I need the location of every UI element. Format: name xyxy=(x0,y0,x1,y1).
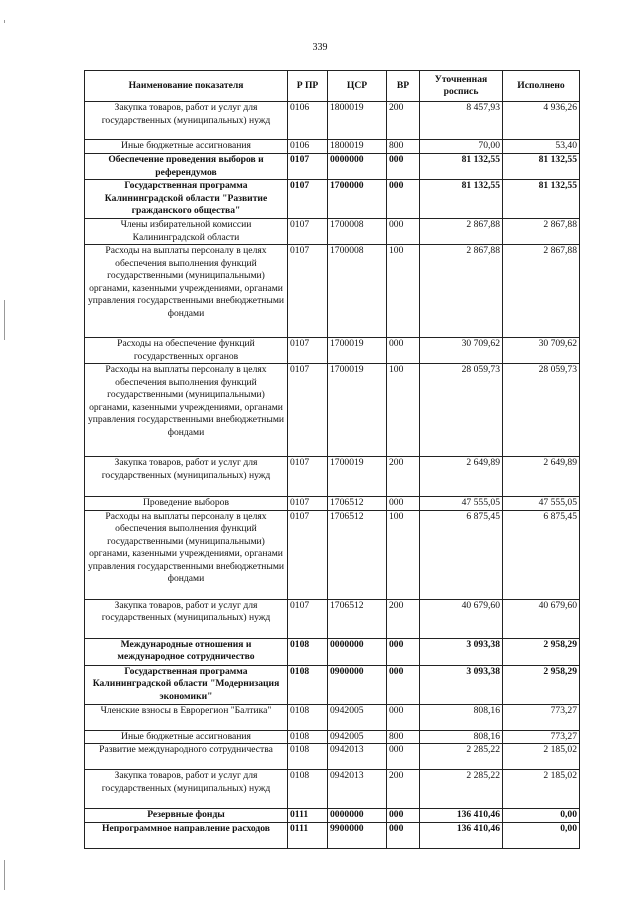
row-vr: 000 xyxy=(387,809,420,823)
table-row xyxy=(85,219,580,245)
row-executed: 2 958,29 xyxy=(503,638,580,665)
table-header-row xyxy=(85,71,580,102)
row-name: Членские взносы в Еврорегион "Балтика" xyxy=(85,704,288,730)
scan-margin-mark xyxy=(4,20,5,23)
row-name: Закупка товаров, работ и услуг для государственных (муниципальных) нужд xyxy=(85,770,288,809)
row-rpr: 0106 xyxy=(288,102,328,140)
header-rpr: Р ПР xyxy=(288,71,328,102)
row-rpr: 0111 xyxy=(288,822,328,848)
row-name: Резервные фонды xyxy=(85,809,288,823)
row-plan: 136 410,46 xyxy=(420,809,503,823)
row-vr: 100 xyxy=(387,364,420,457)
row-executed: 30 709,62 xyxy=(503,338,580,364)
row-name: Непрограммное направление расходов xyxy=(85,822,288,848)
scan-margin-mark xyxy=(4,300,5,340)
table-row xyxy=(85,822,580,848)
header-csr: ЦСР xyxy=(328,71,387,102)
row-name: Закупка товаров, работ и услуг для государственных (муниципальных) нужд xyxy=(85,599,288,638)
row-vr: 200 xyxy=(387,770,420,809)
row-rpr: 0107 xyxy=(288,338,328,364)
row-rpr: 0107 xyxy=(288,364,328,457)
row-csr: 0000000 xyxy=(328,154,387,180)
row-executed: 53,40 xyxy=(503,140,580,154)
row-name: Расходы на выплаты персоналу в целях обеспечения выполнения функций государственными (муниципальными) органами, казенными учреждениями, органами управления государственными внебюджетными фондами xyxy=(85,245,288,338)
row-csr: 0900000 xyxy=(328,665,387,704)
row-plan: 70,00 xyxy=(420,140,503,154)
row-vr: 200 xyxy=(387,599,420,638)
row-executed: 773,27 xyxy=(503,704,580,730)
row-csr: 1700019 xyxy=(328,364,387,457)
row-executed: 0,00 xyxy=(503,822,580,848)
row-plan: 30 709,62 xyxy=(420,338,503,364)
row-vr: 000 xyxy=(387,338,420,364)
row-name: Расходы на выплаты персоналу в целях обеспечения выполнения функций государственными (муниципальными) органами, казенными учреждениями, органами управления государственными внебюджетными фондами xyxy=(85,510,288,599)
row-plan: 6 875,45 xyxy=(420,510,503,599)
row-vr: 100 xyxy=(387,510,420,599)
row-executed: 2 867,88 xyxy=(503,219,580,245)
row-executed: 773,27 xyxy=(503,730,580,744)
row-rpr: 0108 xyxy=(288,770,328,809)
row-executed: 2 958,29 xyxy=(503,665,580,704)
row-name: Международные отношения и международное сотрудничество xyxy=(85,638,288,665)
row-plan: 2 649,89 xyxy=(420,457,503,497)
row-name: Расходы на выплаты персоналу в целях обеспечения выполнения функций государственными (муниципальными) органами, казенными учреждениями, органами управления государственными внебюджетными фондами xyxy=(85,364,288,457)
row-executed: 81 132,55 xyxy=(503,180,580,219)
row-name: Государственная программа Калининградской области "Развитие гражданского общества" xyxy=(85,180,288,219)
row-rpr: 0107 xyxy=(288,510,328,599)
row-executed: 4 936,26 xyxy=(503,102,580,140)
row-vr: 200 xyxy=(387,102,420,140)
row-vr: 000 xyxy=(387,704,420,730)
table-row xyxy=(85,457,580,497)
row-plan: 28 059,73 xyxy=(420,364,503,457)
header-executed: Исполнено xyxy=(503,71,580,102)
table-row xyxy=(85,102,580,140)
row-csr: 0000000 xyxy=(328,638,387,665)
table-row xyxy=(85,497,580,511)
row-csr: 1706512 xyxy=(328,599,387,638)
row-name: Иные бюджетные ассигнования xyxy=(85,730,288,744)
row-rpr: 0108 xyxy=(288,638,328,665)
row-name: Проведение выборов xyxy=(85,497,288,511)
row-rpr: 0107 xyxy=(288,497,328,511)
table-row xyxy=(85,744,580,770)
row-csr: 0942005 xyxy=(328,730,387,744)
header-indicator-name: Наименование показателя xyxy=(85,71,288,102)
page-number: 339 xyxy=(312,42,328,53)
row-executed: 81 132,55 xyxy=(503,154,580,180)
row-csr: 1700000 xyxy=(328,180,387,219)
row-name: Расходы на обеспечение функций государственных органов xyxy=(85,338,288,364)
row-rpr: 0108 xyxy=(288,730,328,744)
row-name: Государственная программа Калининградской области "Модернизация экономики" xyxy=(85,665,288,704)
scan-margin-mark xyxy=(4,860,5,890)
row-executed: 47 555,05 xyxy=(503,497,580,511)
table-row xyxy=(85,154,580,180)
row-vr: 800 xyxy=(387,730,420,744)
row-csr: 1700019 xyxy=(328,457,387,497)
row-rpr: 0107 xyxy=(288,180,328,219)
row-vr: 000 xyxy=(387,665,420,704)
row-vr: 000 xyxy=(387,219,420,245)
row-vr: 200 xyxy=(387,457,420,497)
table-row xyxy=(85,599,580,638)
row-executed: 0,00 xyxy=(503,809,580,823)
row-csr: 1700008 xyxy=(328,245,387,338)
row-plan: 3 093,38 xyxy=(420,638,503,665)
table-row xyxy=(85,770,580,809)
table-row xyxy=(85,140,580,154)
row-plan: 2 285,22 xyxy=(420,744,503,770)
row-csr: 1700019 xyxy=(328,338,387,364)
table-row xyxy=(85,364,580,457)
row-plan: 40 679,60 xyxy=(420,599,503,638)
row-plan: 808,16 xyxy=(420,730,503,744)
row-csr: 9900000 xyxy=(328,822,387,848)
table-row xyxy=(85,809,580,823)
row-executed: 2 185,02 xyxy=(503,770,580,809)
row-csr: 0942013 xyxy=(328,770,387,809)
row-csr: 0000000 xyxy=(328,809,387,823)
row-plan: 81 132,55 xyxy=(420,154,503,180)
row-name: Закупка товаров, работ и услуг для государственных (муниципальных) нужд xyxy=(85,102,288,140)
row-csr: 1706512 xyxy=(328,510,387,599)
row-vr: 000 xyxy=(387,638,420,665)
row-vr: 000 xyxy=(387,154,420,180)
row-vr: 800 xyxy=(387,140,420,154)
table-row xyxy=(85,704,580,730)
row-plan: 2 285,22 xyxy=(420,770,503,809)
table-row xyxy=(85,338,580,364)
row-csr: 1706512 xyxy=(328,497,387,511)
row-executed: 6 875,45 xyxy=(503,510,580,599)
row-vr: 100 xyxy=(387,245,420,338)
row-plan: 47 555,05 xyxy=(420,497,503,511)
row-name: Обеспечение проведения выборов и референдумов xyxy=(85,154,288,180)
row-rpr: 0107 xyxy=(288,219,328,245)
row-csr: 1800019 xyxy=(328,102,387,140)
header-vr: ВР xyxy=(387,71,420,102)
row-vr: 000 xyxy=(387,497,420,511)
row-executed: 2 867,88 xyxy=(503,245,580,338)
row-name: Закупка товаров, работ и услуг для государственных (муниципальных) нужд xyxy=(85,457,288,497)
row-executed: 2 649,89 xyxy=(503,457,580,497)
row-rpr: 0108 xyxy=(288,665,328,704)
budget-table xyxy=(84,70,580,849)
table-row xyxy=(85,245,580,338)
row-rpr: 0108 xyxy=(288,744,328,770)
row-rpr: 0107 xyxy=(288,599,328,638)
row-plan: 2 867,88 xyxy=(420,245,503,338)
row-vr: 000 xyxy=(387,822,420,848)
table-row xyxy=(85,180,580,219)
header-plan: Уточненная роспись xyxy=(420,71,503,102)
table-row xyxy=(85,510,580,599)
row-rpr: 0111 xyxy=(288,809,328,823)
row-plan: 3 093,38 xyxy=(420,665,503,704)
row-name: Развитие международного сотрудничества xyxy=(85,744,288,770)
row-executed: 40 679,60 xyxy=(503,599,580,638)
row-rpr: 0107 xyxy=(288,245,328,338)
row-plan: 136 410,46 xyxy=(420,822,503,848)
row-rpr: 0107 xyxy=(288,457,328,497)
row-rpr: 0106 xyxy=(288,140,328,154)
row-vr: 000 xyxy=(387,180,420,219)
row-csr: 1700008 xyxy=(328,219,387,245)
row-plan: 81 132,55 xyxy=(420,180,503,219)
row-vr: 000 xyxy=(387,744,420,770)
row-name: Члены избирательной комиссии Калининградской области xyxy=(85,219,288,245)
row-csr: 0942005 xyxy=(328,704,387,730)
row-csr: 0942013 xyxy=(328,744,387,770)
row-executed: 2 185,02 xyxy=(503,744,580,770)
row-plan: 8 457,93 xyxy=(420,102,503,140)
row-plan: 2 867,88 xyxy=(420,219,503,245)
table-row xyxy=(85,730,580,744)
row-rpr: 0107 xyxy=(288,154,328,180)
row-rpr: 0108 xyxy=(288,704,328,730)
row-name: Иные бюджетные ассигнования xyxy=(85,140,288,154)
row-plan: 808,16 xyxy=(420,704,503,730)
row-csr: 1800019 xyxy=(328,140,387,154)
table-row xyxy=(85,665,580,704)
table-row xyxy=(85,638,580,665)
row-executed: 28 059,73 xyxy=(503,364,580,457)
